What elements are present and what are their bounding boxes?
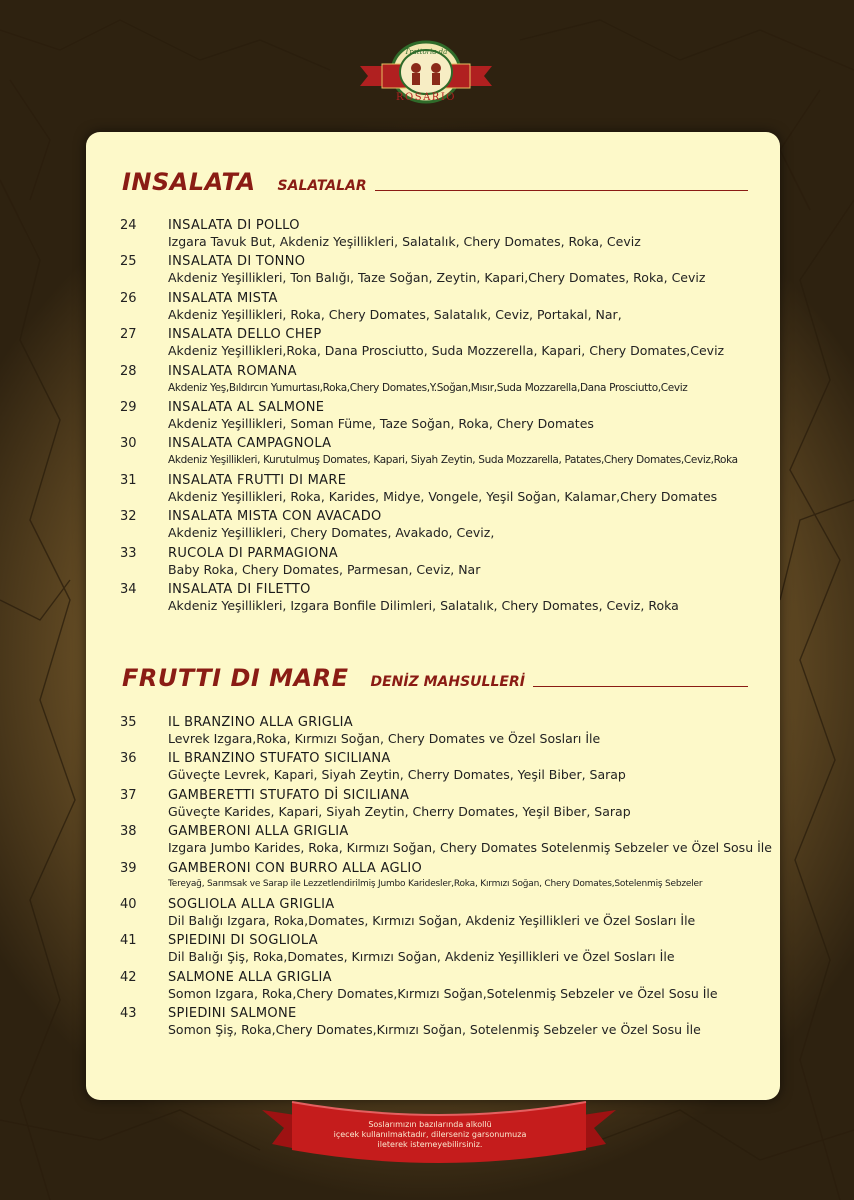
frutti-list [120, 715, 770, 1043]
item-description: Levrek Izgara,Roka, Kırmızı Soğan, Chery Domates ve Özel Sosları İle [168, 731, 601, 746]
item-name: INSALATA FRUTTI DI MARE [168, 472, 347, 488]
item-description: Somon Şiş, Roka,Chery Domates,Kırmızı Soğan, Sotelenmiş Sebzeler ve Özel Sosu İle [168, 1022, 701, 1038]
menu-item [120, 1006, 770, 1042]
item-description: Güveçte Karides, Kapari, Siyah Zeytin, Cherry Domates, Yeşil Biber, Sarap [168, 803, 631, 819]
item-number: 24 [120, 218, 137, 233]
item-description: Akdeniz Yeşillikleri, Izgara Bonfile Dilimleri, Salatalık, Chery Domates, Ceviz, Roka [168, 597, 679, 613]
item-description: Somon Izgara, Roka,Chery Domates,Kırmızı Soğan,Sotelenmiş Sebzeler ve Özel Sosu İle [168, 985, 718, 1001]
menu-item [120, 861, 770, 897]
logo-name: ROSARIO [396, 92, 456, 103]
section-divider [375, 190, 748, 191]
restaurant-logo [360, 40, 492, 106]
notice-line-3: ileterek istemeyebilirsiniz. [377, 1140, 483, 1149]
insalata-title: INSALATA [122, 168, 256, 196]
item-description: Dil Balığı Şiş, Roka,Domates, Kırmızı Soğan, Akdeniz Yeşillikleri ve Özel Sosları İle [168, 949, 675, 965]
menu-item [120, 473, 770, 509]
item-name: IL BRANZINO STUFATO SICILIANA [168, 751, 391, 767]
frutti-header [122, 664, 748, 692]
item-number: 35 [120, 715, 137, 730]
item-name: INSALATA DI TONNO [168, 254, 306, 270]
menu-item [120, 436, 770, 472]
item-number: 37 [120, 787, 137, 803]
notice-line-2: içecek kullanılmaktadır, dilerseniz garsonumuza [333, 1130, 527, 1139]
item-description: Güveçte Levrek, Kapari, Siyah Zeytin, Cherry Domates, Yeşil Biber, Sarap [168, 767, 626, 783]
item-name: INSALATA MISTA CON AVACADO [168, 509, 382, 525]
item-description: Akdeniz Yeşillikleri, Soman Füme, Taze Soğan, Roka, Chery Domates [168, 415, 594, 431]
item-number: 36 [120, 751, 137, 767]
item-name: INSALATA DELLO CHEP [168, 327, 322, 343]
item-number: 32 [120, 509, 137, 525]
menu-item [120, 291, 770, 327]
item-name: SPIEDINI SALMONE [168, 1006, 297, 1022]
item-number: 30 [120, 436, 137, 452]
item-description: Baby Roka, Chery Domates, Parmesan, Ceviz, Nar [168, 561, 481, 577]
menu-item [120, 509, 770, 545]
item-description: Akdeniz Yeşillikleri, Roka, Karides, Midye, Vongele, Yeşil Soğan, Kalamar,Chery Domates [168, 488, 718, 504]
menu-item [120, 751, 770, 787]
item-number: 38 [120, 824, 137, 840]
menu-item [120, 715, 770, 751]
item-number: 43 [120, 1006, 137, 1022]
item-description: Izgara Tavuk But, Akdeniz Yeşillikleri, Salatalık, Chery Domates, Roka, Ceviz [168, 234, 641, 249]
alcohol-notice [300, 1120, 560, 1150]
item-name: INSALATA ROMANA [168, 363, 297, 379]
item-number: 39 [120, 860, 137, 876]
item-name: INSALATA DI FILETTO [168, 581, 311, 597]
item-name: INSALATA AL SALMONE [168, 399, 325, 415]
item-name: IL BRANZINO ALLA GRIGLIA [168, 715, 353, 730]
menu-item [120, 897, 770, 933]
item-name: INSALATA DI POLLO [168, 218, 300, 233]
menu-item [120, 788, 770, 824]
item-description: Akdeniz Yeşillikleri, Chery Domates, Avakado, Ceviz, [168, 525, 495, 541]
insalata-subtitle: SALATALAR [277, 178, 367, 194]
menu-item [120, 824, 770, 860]
menu-item [120, 582, 770, 618]
item-description: Tereyağ, Sarımsak ve Sarap ile Lezzetlendirilmiş Jumbo Karidesler,Roka, Kırmızı Soğan, Chery Domates,Sotelenmiş Sebzeler [168, 878, 703, 889]
frutti-subtitle: DENİZ MAHSULLERİ [370, 674, 525, 690]
menu-item [120, 327, 770, 363]
item-number: 31 [120, 472, 137, 488]
item-name: INSALATA MISTA [168, 290, 278, 306]
menu-item [120, 400, 770, 436]
menu-item [120, 546, 770, 582]
item-name: SPIEDINI DI SOGLIOLA [168, 933, 318, 949]
item-description: Akdeniz Yeşillikleri, Ton Balığı, Taze Soğan, Zeytin, Kapari,Chery Domates, Roka, Ceviz [168, 270, 706, 286]
item-number: 40 [120, 896, 137, 912]
frutti-title: FRUTTI DI MARE [122, 664, 349, 692]
item-name: GAMBERONI ALLA GRIGLIA [168, 824, 349, 840]
item-number: 25 [120, 254, 137, 270]
item-number: 26 [120, 290, 137, 306]
item-number: 29 [120, 399, 137, 415]
item-number: 42 [120, 969, 137, 985]
menu-item [120, 254, 770, 290]
item-name: SOGLIOLA ALLA GRIGLIA [168, 896, 335, 912]
insalata-header [122, 168, 748, 196]
item-description: Izgara Jumbo Karides, Roka, Kırmızı Soğan, Chery Domates Sotelenmiş Sebzeler ve Özel Sosu İle [168, 840, 772, 856]
menu-item [120, 970, 770, 1006]
section-divider [533, 686, 748, 687]
item-name: RUCOLA DI PARMAGIONA [168, 545, 338, 561]
item-name: INSALATA CAMPAGNOLA [168, 436, 332, 452]
notice-line-1: Soslarımızın bazılarında alkollü [368, 1120, 492, 1129]
menu-card [86, 132, 780, 1100]
menu-item [120, 364, 770, 400]
item-name: SALMONE ALLA GRIGLIA [168, 969, 332, 985]
item-number: 27 [120, 327, 137, 343]
item-description: Dil Balığı Izgara, Roka,Domates, Kırmızı Soğan, Akdeniz Yeşillikleri ve Özel Sosları İle [168, 912, 696, 928]
item-number: 28 [120, 363, 137, 379]
item-name: GAMBERETTI STUFATO Dİ SICILIANA [168, 787, 410, 803]
insalata-list [120, 218, 770, 618]
item-description: Akdeniz Yeşillikleri, Kurutulmuş Domates, Kapari, Siyah Zeytin, Suda Mozzarella, Patates,Chery Domates,Ceviz,Roka [168, 454, 738, 467]
menu-item [120, 218, 770, 254]
item-description: Akdeniz Yeşillikleri,Roka, Dana Prosciutto, Suda Mozzerella, Kapari, Chery Domates,Ceviz [168, 343, 725, 359]
logo-top-text: Trattoria da [404, 48, 448, 56]
menu-item [120, 933, 770, 969]
item-name: GAMBERONI CON BURRO ALLA AGLIO [168, 860, 423, 876]
item-number: 41 [120, 933, 137, 949]
item-number: 33 [120, 545, 137, 561]
item-description: Akdeniz Yeş,Bıldırcın Yumurtası,Roka,Chery Domates,Y.Soğan,Mısır,Suda Mozzarella,Dana Prosciutto,Ceviz [168, 381, 688, 394]
item-description: Akdeniz Yeşillikleri, Roka, Chery Domates, Salatalık, Ceviz, Portakal, Nar, [168, 306, 622, 322]
item-number: 34 [120, 581, 137, 597]
